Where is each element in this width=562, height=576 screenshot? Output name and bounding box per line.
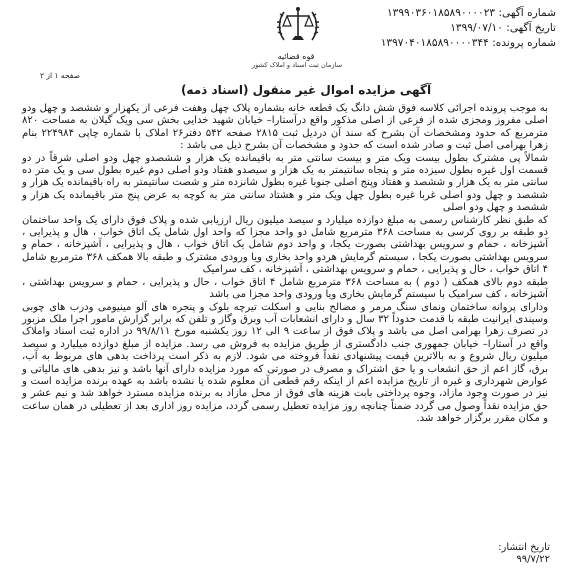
- ad-date: تاریخ آگهی: ۱۳۹۹/۰۷/۱۰: [450, 22, 556, 34]
- notice-title: آگهی مزایده اموال غیر منقول (اسناد ذمه): [180, 83, 432, 97]
- paragraph-intro: به موجب پرونده اجرائی کلاسه فوق شش دانگ یک قطعه خانه بشماره پلاک چهل وهفت فرعی از یکهزار و ششصد و چهل ودو اصلی مفروز ومجزی شده از فرعی از اصلی مذکور واقع درآستارا– خیابان شهید خدایی بخش سی ویک گیلان به مساحت ۸۲۰ مترمربع که حدود ومشخصات آن بشرح که سند آن دردیل ثبت ۲۸۱۵ صفحه ۵۴۲ دفتر۲۶ املاک با شماره چاپی ۲۲۴۹۸۴ بنام زهرا بهرامی اصل ثبت و صادر شده است که حدود و مشخصات آن بشرح ذیل می باشد :: [22, 103, 548, 152]
- publication-date-value: ۹۹/۷/۲۲: [516, 554, 550, 565]
- case-number: شماره پرونده: ۱۳۹۷۰۴۰۱۸۵۸۹۰۰۰۰۳۴۴: [380, 37, 556, 49]
- page-number: صفحه ۱ از ۲: [40, 71, 80, 80]
- publication-date-label: تاریخ انتشار:: [498, 542, 550, 553]
- judiciary-emblem-icon: [274, 2, 322, 52]
- ad-meta-block: [324, 6, 556, 51]
- paragraph-second-floor: طبقه دوم بالای همکف ( دوم ) به مساحت ۳۶۸ مترمربع شامل ۴ اتاق خواب ، حال و پذیرایی ، حمام و سرویس بهداشتی ، آشپزخانه ، کف سرامیک با سیستم گرمایش بخاری ویا ورودی واحد مجزا می باشد: [22, 276, 549, 301]
- paragraph-auction-terms: ودارای پروانه ساختمان ونمای سنگ مرمر و مصالح بنایی و اسکلت تیرچه بلوک و پنجره های آلو مینیومی ودرب های چوبی وسیندی ایرانیت طبقه با قدمت حدوداً ۳۲ سال و دارای انشعابات آب وبرق وگاز و تلفن که برابر گزارش مامور اجرا ملک مزبور در تصرف زهرا بهرامی اصل می باشد و پلاک فوق از ساعت ۹ الی ۱۲ روز یکشنبه مورخ ۹۹/۸/۱۱ در اداره ثبت اسناد واملاک واقع در آستارا– خیابان جمهوری جنب دادگستری از طریق مزایده به فروش می رسد. مزایده از مبلغ دوازده میلیارد و سیصد میلیون ریال شروع و به بالاترین قیمت پیشنهادی نقداً فروخته می شود. لازم به ذکر است پرداخت بدهی های مربوط به آب، برق، گاز اعم از حق انشعاب و یا حق اشتراک و مصرف در صورتی که مورد مزایده دارای آنها باشد و نیز بدهی های مالیاتی و عوارض شهرداری و غیره از تاریخ مزایده اعم از اینکه رقم قطعی آن معلوم شده یا نشده باشد به عهده برنده مزایده است و نیز در صورت وجود مازاد، وجوه پرداختی بابت هزینه های فوق از محل مازاد به برنده مزایده مسترد خواهد شد و نیم عشر و حق مزایده نقداً وصول می گردد ضمناً چنانچه روز مزایده تعطیل رسمی گردد، مزایده روز اداری بعد از تعطیلی در همان ساعت و مکان مقرر برگزار خواهد شد.: [22, 301, 549, 425]
- notice-body: [22, 103, 548, 426]
- org-subtitle: سازمان ثبت اسناد و املاک کشور: [251, 61, 343, 69]
- paragraph-appraisal: که طبق نظر کارشناس رسمی به مبلغ دوازده میلیارد و سیصد میلیون ریال ارزیابی شده و پلاک فوق دارای یک واحد ساختمان دو طبقه بر روی کرسی به مساحت ۳۶۸ مترمربع شامل دو واحد مجزا که واحد اول شامل یک اتاق خواب ، هال و پذیرایی ، آشپزخانه ، حمام و سرویس بهداشتی بصورت یکجا، و واحد دوم شامل یک اتاق خواب ، هال و پذیرایی ، آشپزخانه ، حمام و سرویس بهداشتی بصورت یکجا ، سیستم گرمایش هردو واحد بخاری ویا ورودی مشترک و طبقه بالا همکف ۳۶۸ مترمربع شامل ۴ اتاق خواب ، حال و پذیرایی ، حمام و سرویس بهداشتی ، آشپزخانه ، کف سرامیک: [22, 214, 549, 276]
- paragraph-boundaries: شمالاً پی مشترک بطول بیست ویک متر و بیست سانتی متر به باقیمانده یک هزار و ششصدو چهل ودو اصلی شرقاً در دو قسمت اول غیره بطول سیزده متر و پنجاه سانتیمتر به یک هزار و سیصدو هفتاد ودو اصلی دوم غیره بطول سی و یک متر ده سانتی متر به یک هزار و ششصد و هفتاد وپنج اصلی جنوبا غیره بطول شانزده متر و شصت سانتیمتر به راه باقیمانده یک هزار و ششصد و چهل ودو اصلی غربا غیره بطول چهل ویک متر و هشتاد سانتی متر به کوچه به عرض پنج متر باقیمانده یک هزار و ششصد و چهل ودو اصلی: [22, 152, 548, 214]
- publication-date: [450, 542, 550, 566]
- org-name: قوه قضائیه: [277, 52, 315, 61]
- ad-number: شماره آگهی: ۱۳۹۹۰۳۶۰۱۸۵۸۹۰۰۰۰۲۳: [386, 7, 556, 19]
